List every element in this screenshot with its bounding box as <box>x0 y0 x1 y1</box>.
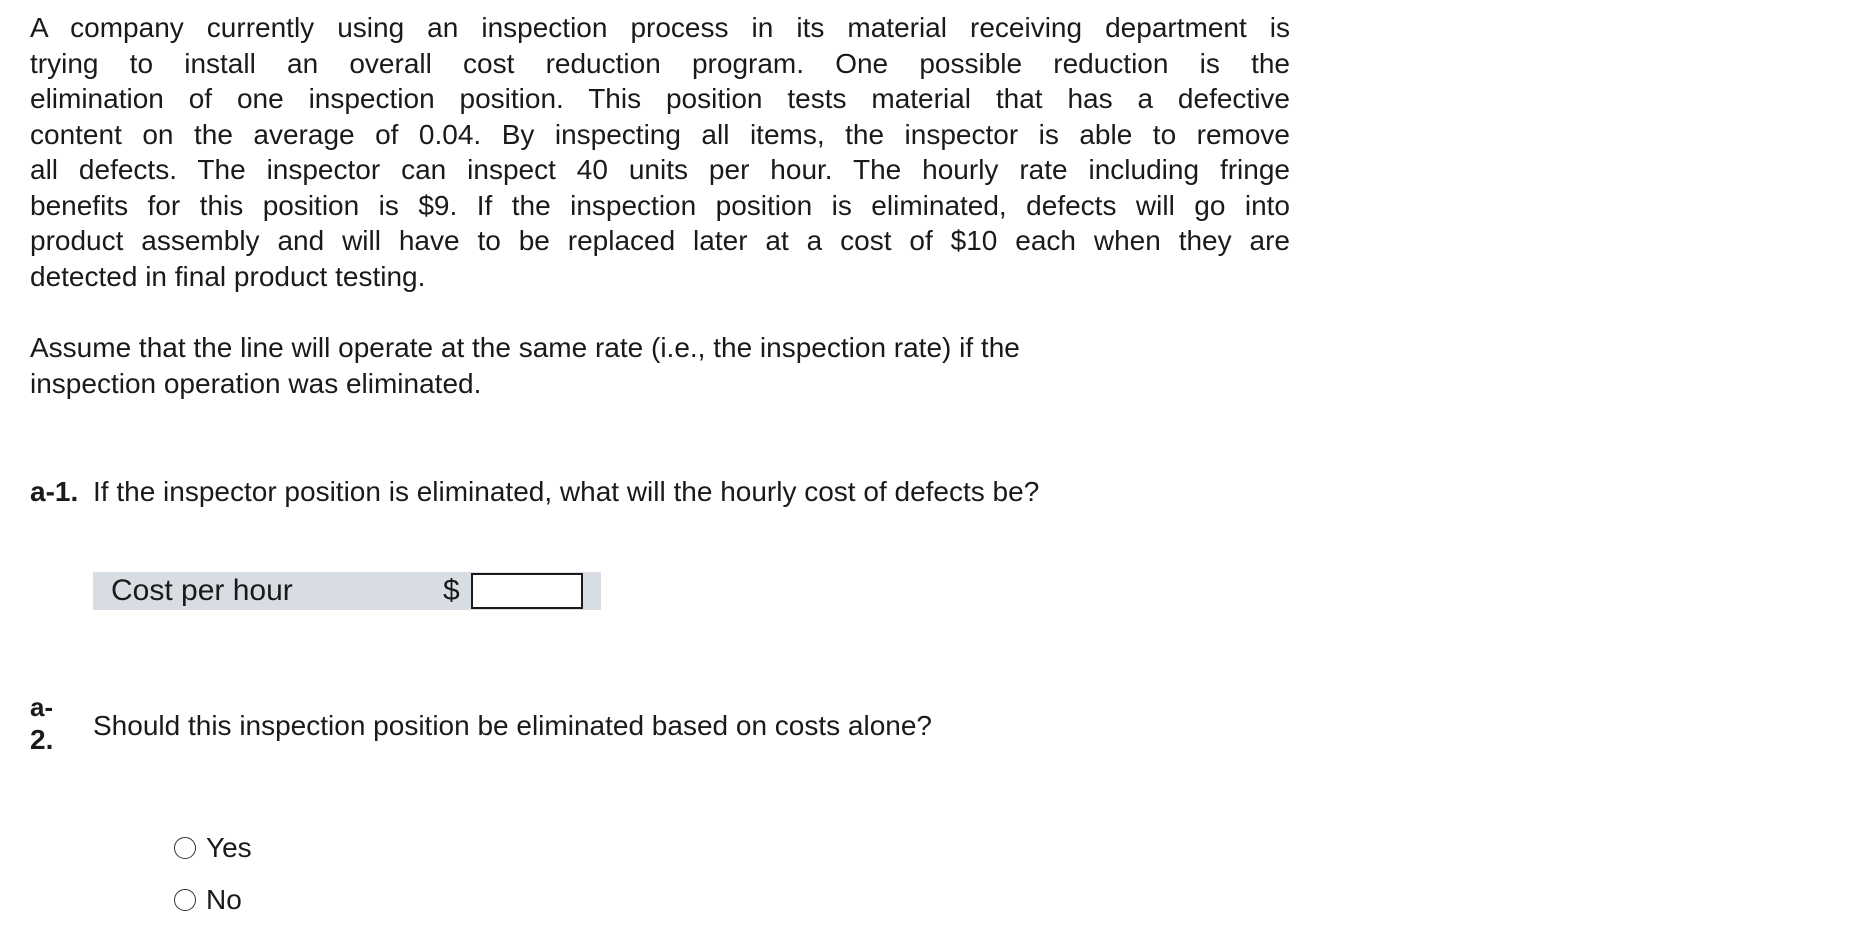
problem-line: product assembly and will have to be replaced later at a cost of $10 each when they are <box>30 225 1290 256</box>
question-text: If the inspector position is eliminated, what will the hourly cost of defects be? <box>93 476 1040 507</box>
answer-label: Cost per hour <box>111 574 293 607</box>
problem-line: content on the average of 0.04. By inspecting all items, the inspector is able to remove <box>30 118 1290 150</box>
option-no[interactable] <box>174 880 242 920</box>
problem-line: inspection operation was eliminated. <box>30 367 482 399</box>
problem-line: elimination of one inspection position. This position tests material that has a defective <box>30 83 1290 114</box>
problem-line: Assume that the line will operate at the same rate (i.e., the inspection rate) if the <box>30 332 1020 363</box>
option-label: Yes <box>206 832 252 863</box>
problem-paragraph-1 <box>30 10 1290 294</box>
radio-button[interactable] <box>174 837 196 859</box>
currency-symbol: $ <box>443 574 460 607</box>
problem-line: A company currently using an inspection process in its material receiving department is <box>30 12 1290 43</box>
option-label: No <box>206 884 242 915</box>
question-number-line: 2. <box>30 724 54 755</box>
question-text: Should this inspection position be eliminated based on costs alone? <box>93 710 933 741</box>
option-yes[interactable] <box>174 828 252 868</box>
cost-per-hour-input[interactable] <box>471 573 583 609</box>
question-number-line: a- <box>30 692 54 722</box>
question-number <box>30 692 53 758</box>
problem-line: detected in final product testing. <box>30 260 426 292</box>
problem-line: benefits for this position is $9. If the inspection position is eliminated, defects will go into <box>30 189 1290 221</box>
radio-button[interactable] <box>174 889 196 911</box>
problem-line: all defects. The inspector can inspect 40 units per hour. The hourly rate including fringe <box>30 154 1290 185</box>
problem-paragraph-2 <box>30 330 1190 401</box>
answer-row <box>93 572 601 610</box>
question-number: a-1. <box>30 476 79 507</box>
problem-line: trying to install an overall cost reduction program. One possible reduction is the <box>30 47 1290 79</box>
